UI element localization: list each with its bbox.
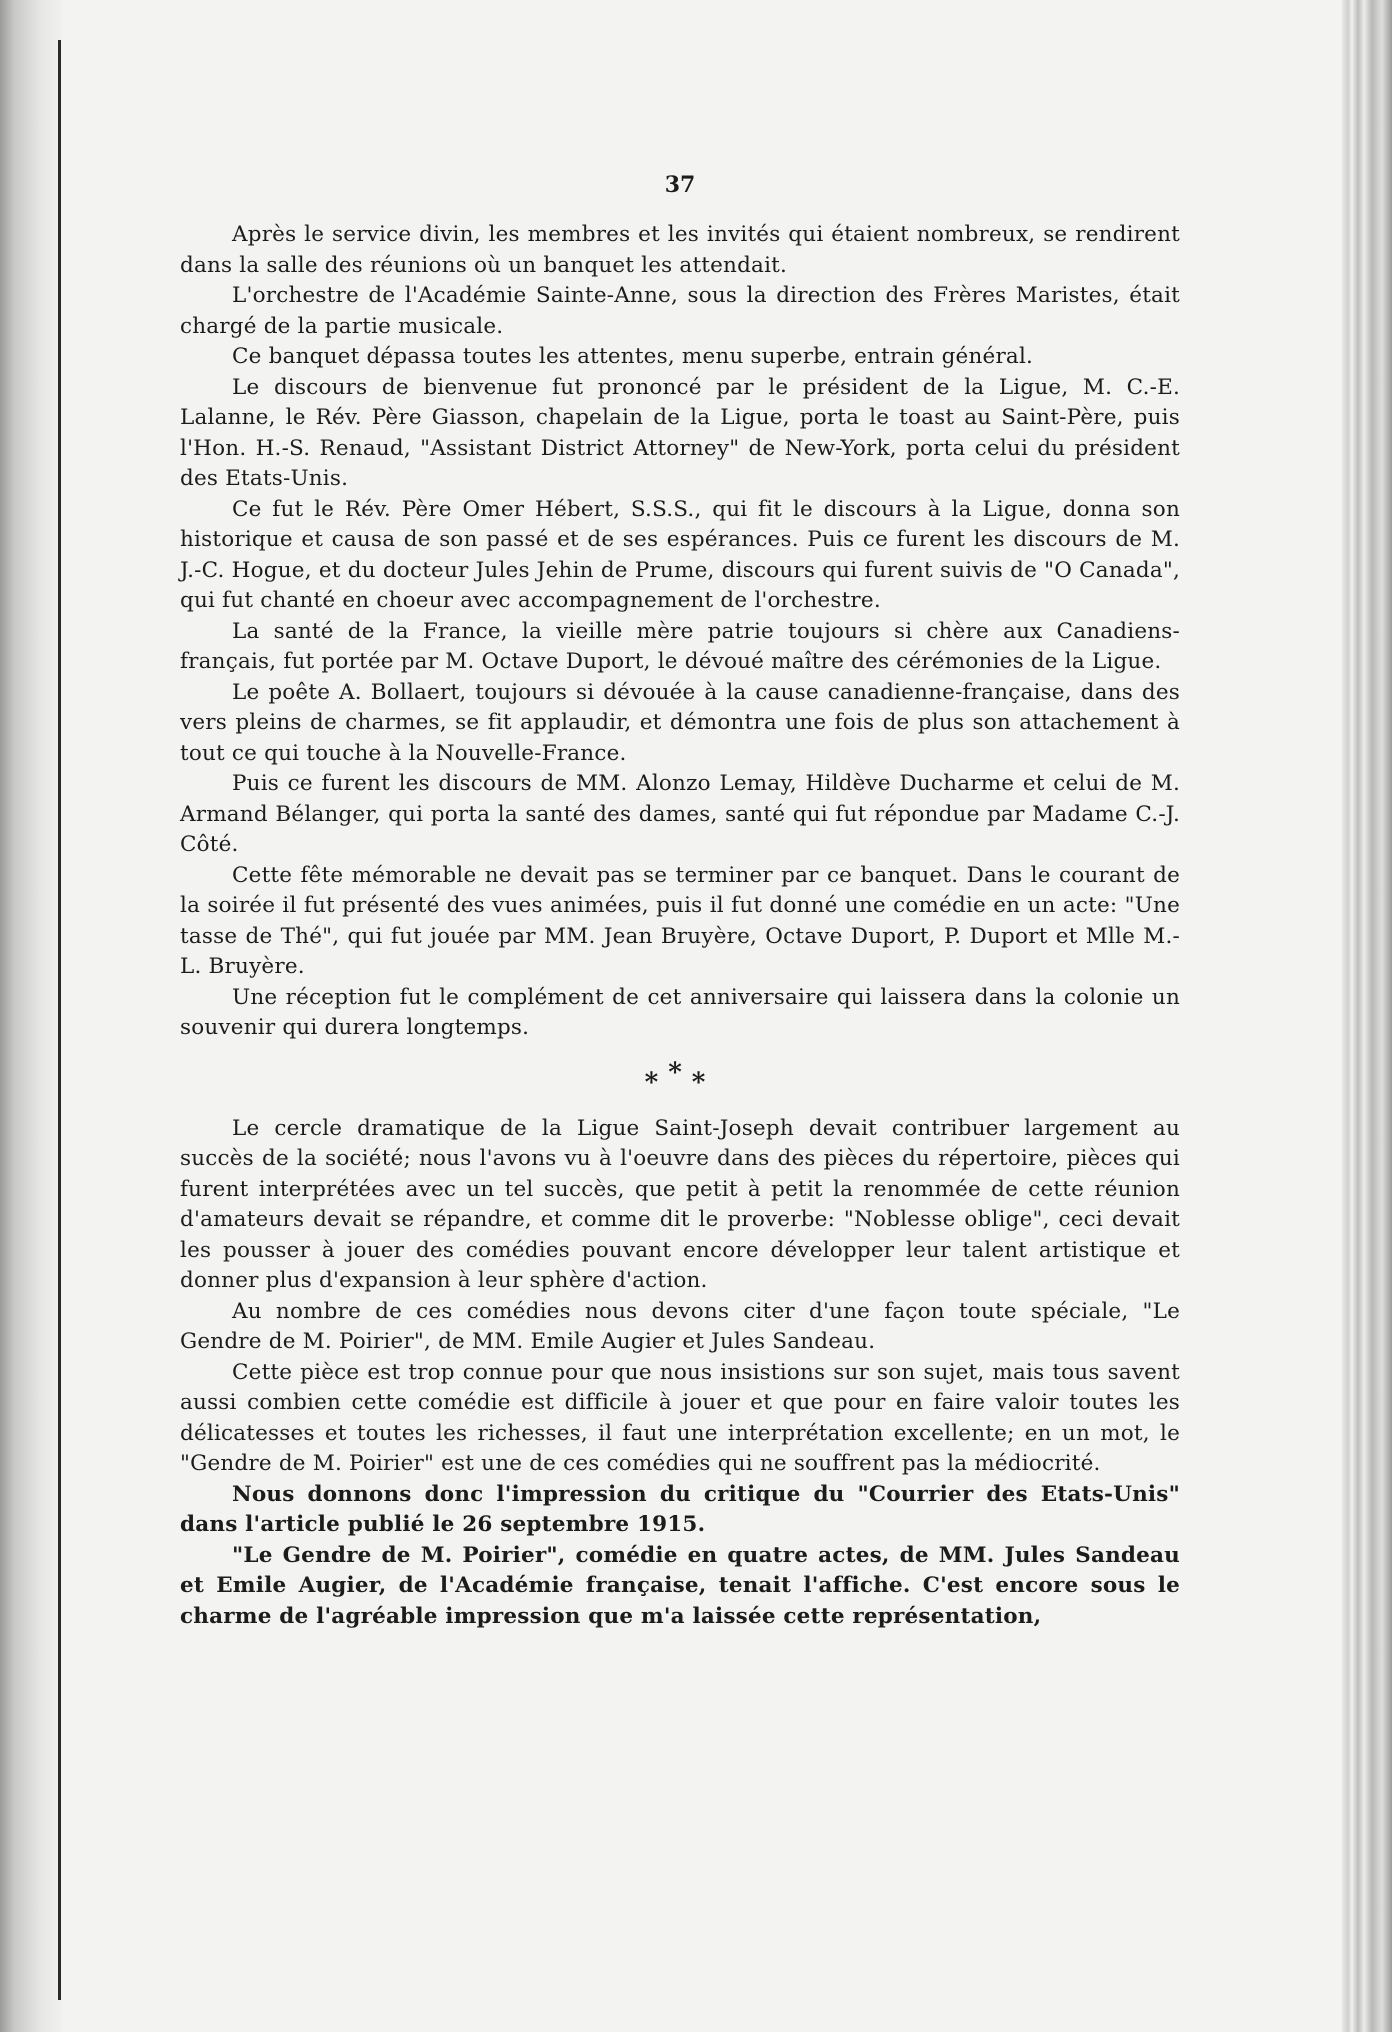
paragraph: "Le Gendre de M. Poirier", comédie en quatre actes, de MM. Jules Sandeau et Emile Augier, de l'Académie française, tenait l'affiche. C'est encore sous le charme de l'agréable impression que m'a laissée cette représentation, xyxy=(180,1542,1180,1629)
asterisk: * xyxy=(691,1067,716,1098)
paragraph: Ce banquet dépassa toutes les attentes, menu superbe, entrain général. xyxy=(232,344,1034,369)
paragraph: Le poête A. Bollaert, toujours si dévouée à la cause canadienne-française, dans des vers pleins de charmes, se fit applaudir, et démontra une fois de plus son attachement à tout ce qui touche à la Nouvelle-France. xyxy=(180,679,1180,766)
binding-line xyxy=(58,40,61,2000)
paragraph: Au nombre de ces comédies nous devons citer d'une façon toute spéciale, "Le Gendre de M. Poirier", de MM. Emile Augier et Jules Sandeau. xyxy=(180,1298,1180,1354)
paragraph: Une réception fut le complément de cet anniversaire qui laissera dans la colonie un souvenir qui durera longtemps. xyxy=(180,984,1180,1040)
paragraph: Le cercle dramatique de la Ligue Saint-Joseph devait contribuer largement au succès de la société; nous l'avons vu à l'oeuvre dans des pièces du répertoire, pièces qui furent interprétées avec un tel succès, que petit à petit la renommée de cette réunion d'amateurs devait se répandre, et comme dit le proverbe: "Noblesse oblige", ceci devait les pousser à jouer des comédies pouvant encore développer leur talent artistique et donner plus d'expansion à leur sphère d'action. xyxy=(180,1115,1180,1293)
book-gutter-left xyxy=(0,0,62,2032)
paragraph: Cette fête mémorable ne devait pas se terminer par ce banquet. Dans le courant de la soirée il fut présenté des vues animées, puis il fut donné une comédie en un acte: "Une tasse de Thé", qui fut jouée par MM. Jean Bruyère, Octave Duport, P. Duport et Mlle M.-L. Bruyère. xyxy=(180,862,1180,979)
asterisk: * xyxy=(644,1067,669,1098)
paragraph: L'orchestre de l'Académie Sainte-Anne, sous la direction des Frères Maristes, était chargé de la partie musicale. xyxy=(180,283,1180,339)
section-dramatic-circle xyxy=(180,1114,1180,1633)
paragraph: La santé de la France, la vieille mère patrie toujours si chère aux Canadiens-français, fut portée par M. Octave Duport, le dévoué maître des cérémonies de la Ligue. xyxy=(180,618,1180,674)
paragraph: Ce fut le Rév. Père Omer Hébert, S.S.S., qui fit le discours à la Ligue, donna son historique et causa de son passé et de ses espérances. Puis ce furent les discours de M. J.-C. Hogue, et du docteur Jules Jehin de Prume, discours qui furent suivis de "O Canada", qui fut chanté en choeur avec accompagnement de l'orchestre. xyxy=(180,496,1180,613)
section-separator xyxy=(180,1057,1180,1098)
section-banquet xyxy=(180,220,1180,1044)
page-stack-right xyxy=(1342,0,1392,2032)
paragraph: Après le service divin, les membres et les invités qui étaient nombreux, se rendirent dans la salle des réunions où un banquet les attendait. xyxy=(180,222,1180,278)
paragraph: Nous donnons donc l'impression du critique du "Courrier des Etats-Unis" dans l'article publié le 26 septembre 1915. xyxy=(180,1481,1180,1537)
asterisk: * xyxy=(668,1057,692,1088)
paragraph: Le discours de bienvenue fut prononcé par le président de la Ligue, M. C.-E. Lalanne, le Rév. Père Giasson, chapelain de la Ligue, porta le toast au Saint-Père, puis l'Hon. H.-S. Renaud, "Assistant District Attorney" de New-York, porta celui du président des Etats-Unis. xyxy=(180,374,1180,491)
paragraph: Cette pièce est trop connue pour que nous insistions sur son sujet, mais tous savent aussi combien cette comédie est difficile à jouer et que pour en faire valoir toutes les délicatesses et toutes les richesses, il faut une interprétation excellente; en un mot, le "Gendre de M. Poirier" est une de ces comédies qui ne souffrent pas la médiocrité. xyxy=(180,1359,1180,1476)
page-number: 37 xyxy=(664,172,696,198)
page-content xyxy=(180,160,1180,1632)
paragraph: Puis ce furent les discours de MM. Alonzo Lemay, Hildève Ducharme et celui de M. Armand Bélanger, qui porta la santé des dames, santé qui fut répondue par Madame C.-J. Côté. xyxy=(180,771,1180,857)
